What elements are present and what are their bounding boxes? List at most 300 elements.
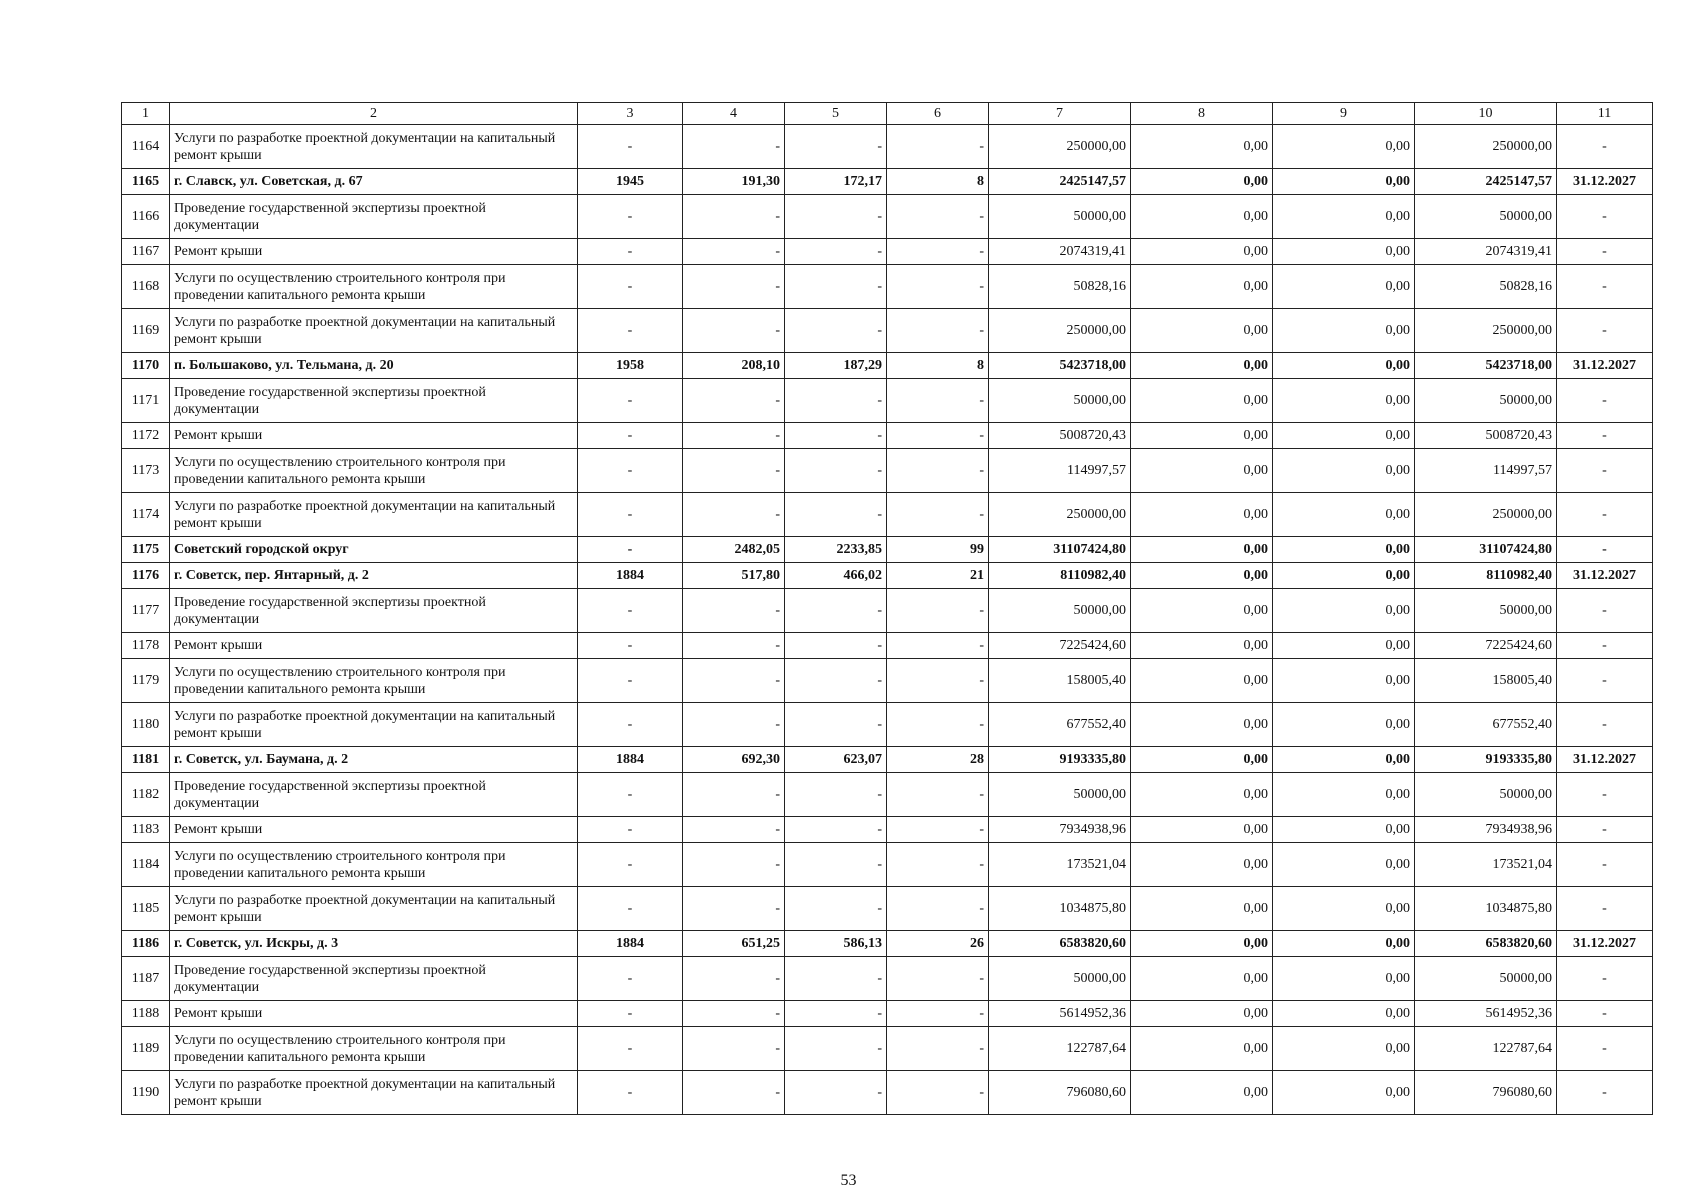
area-living-cell: - bbox=[785, 633, 887, 659]
cost-owners-cell: 173521,04 bbox=[1415, 843, 1557, 887]
header-cell: 6 bbox=[887, 103, 989, 125]
header-cell: 10 bbox=[1415, 103, 1557, 125]
year-cell: - bbox=[578, 589, 683, 633]
work-row bbox=[122, 265, 1653, 309]
cost-budget-cell: 0,00 bbox=[1273, 1027, 1415, 1071]
year-cell: - bbox=[578, 537, 683, 563]
area-living-cell: 586,13 bbox=[785, 931, 887, 957]
year-cell: - bbox=[578, 265, 683, 309]
row-number-cell: 1178 bbox=[122, 633, 170, 659]
area-living-cell: 466,02 bbox=[785, 563, 887, 589]
area-total-cell: 191,30 bbox=[683, 169, 785, 195]
residents-cell: - bbox=[887, 589, 989, 633]
work-name-cell: г. Советск, ул. Искры, д. 3 bbox=[170, 931, 578, 957]
row-number-cell: 1174 bbox=[122, 493, 170, 537]
area-total-cell: - bbox=[683, 633, 785, 659]
cost-owners-cell: 50000,00 bbox=[1415, 773, 1557, 817]
year-cell: - bbox=[578, 1071, 683, 1115]
area-living-cell: - bbox=[785, 773, 887, 817]
area-total-cell: 692,30 bbox=[683, 747, 785, 773]
header-cell: 3 bbox=[578, 103, 683, 125]
residents-cell: - bbox=[887, 633, 989, 659]
area-total-cell: - bbox=[683, 817, 785, 843]
cost-total-cell: 5614952,36 bbox=[989, 1001, 1131, 1027]
work-row bbox=[122, 423, 1653, 449]
cost-total-cell: 50000,00 bbox=[989, 957, 1131, 1001]
cost-total-cell: 50000,00 bbox=[989, 589, 1131, 633]
header-cell: 1 bbox=[122, 103, 170, 125]
area-living-cell: - bbox=[785, 379, 887, 423]
area-living-cell: - bbox=[785, 703, 887, 747]
cost-fund-cell: 0,00 bbox=[1131, 493, 1273, 537]
deadline-cell: 31.12.2027 bbox=[1557, 563, 1653, 589]
deadline-cell: - bbox=[1557, 589, 1653, 633]
cost-total-cell: 5008720,43 bbox=[989, 423, 1131, 449]
work-row bbox=[122, 773, 1653, 817]
residents-cell: - bbox=[887, 423, 989, 449]
deadline-cell: - bbox=[1557, 703, 1653, 747]
row-number-cell: 1177 bbox=[122, 589, 170, 633]
deadline-cell: 31.12.2027 bbox=[1557, 169, 1653, 195]
page-number: 53 bbox=[840, 1172, 857, 1189]
cost-fund-cell: 0,00 bbox=[1131, 1027, 1273, 1071]
cost-fund-cell: 0,00 bbox=[1131, 589, 1273, 633]
cost-budget-cell: 0,00 bbox=[1273, 239, 1415, 265]
cost-total-cell: 677552,40 bbox=[989, 703, 1131, 747]
area-living-cell: - bbox=[785, 817, 887, 843]
work-row bbox=[122, 633, 1653, 659]
cost-total-cell: 50000,00 bbox=[989, 379, 1131, 423]
cost-fund-cell: 0,00 bbox=[1131, 379, 1273, 423]
cost-total-cell: 2074319,41 bbox=[989, 239, 1131, 265]
cost-budget-cell: 0,00 bbox=[1273, 265, 1415, 309]
cost-budget-cell: 0,00 bbox=[1273, 169, 1415, 195]
area-total-cell: - bbox=[683, 423, 785, 449]
area-living-cell: - bbox=[785, 125, 887, 169]
works-table bbox=[121, 102, 1653, 1115]
residents-cell: - bbox=[887, 703, 989, 747]
address-row bbox=[122, 537, 1653, 563]
cost-budget-cell: 0,00 bbox=[1273, 423, 1415, 449]
cost-fund-cell: 0,00 bbox=[1131, 265, 1273, 309]
area-total-cell: 208,10 bbox=[683, 353, 785, 379]
area-total-cell: - bbox=[683, 843, 785, 887]
cost-budget-cell: 0,00 bbox=[1273, 659, 1415, 703]
deadline-cell: - bbox=[1557, 195, 1653, 239]
area-total-cell: - bbox=[683, 449, 785, 493]
row-number-cell: 1175 bbox=[122, 537, 170, 563]
cost-budget-cell: 0,00 bbox=[1273, 957, 1415, 1001]
work-row bbox=[122, 239, 1653, 265]
residents-cell: 8 bbox=[887, 353, 989, 379]
cost-budget-cell: 0,00 bbox=[1273, 747, 1415, 773]
area-total-cell: - bbox=[683, 589, 785, 633]
cost-owners-cell: 50000,00 bbox=[1415, 957, 1557, 1001]
cost-total-cell: 5423718,00 bbox=[989, 353, 1131, 379]
cost-fund-cell: 0,00 bbox=[1131, 125, 1273, 169]
cost-owners-cell: 677552,40 bbox=[1415, 703, 1557, 747]
year-cell: 1884 bbox=[578, 747, 683, 773]
residents-cell: 21 bbox=[887, 563, 989, 589]
area-living-cell: - bbox=[785, 265, 887, 309]
cost-budget-cell: 0,00 bbox=[1273, 1071, 1415, 1115]
cost-fund-cell: 0,00 bbox=[1131, 957, 1273, 1001]
deadline-cell: - bbox=[1557, 125, 1653, 169]
residents-cell: - bbox=[887, 379, 989, 423]
cost-fund-cell: 0,00 bbox=[1131, 817, 1273, 843]
deadline-cell: - bbox=[1557, 493, 1653, 537]
deadline-cell: - bbox=[1557, 659, 1653, 703]
cost-total-cell: 114997,57 bbox=[989, 449, 1131, 493]
residents-cell: - bbox=[887, 1071, 989, 1115]
cost-budget-cell: 0,00 bbox=[1273, 931, 1415, 957]
work-name-cell: Ремонт крыши bbox=[170, 817, 578, 843]
year-cell: - bbox=[578, 703, 683, 747]
area-living-cell: 187,29 bbox=[785, 353, 887, 379]
cost-budget-cell: 0,00 bbox=[1273, 563, 1415, 589]
cost-owners-cell: 50828,16 bbox=[1415, 265, 1557, 309]
row-number-cell: 1186 bbox=[122, 931, 170, 957]
work-name-cell: Услуги по осуществлению строительного контроля при проведении капитального ремонта крыши bbox=[170, 449, 578, 493]
cost-owners-cell: 1034875,80 bbox=[1415, 887, 1557, 931]
row-number-cell: 1173 bbox=[122, 449, 170, 493]
area-total-cell: - bbox=[683, 265, 785, 309]
cost-owners-cell: 5008720,43 bbox=[1415, 423, 1557, 449]
residents-cell: - bbox=[887, 817, 989, 843]
row-number-cell: 1167 bbox=[122, 239, 170, 265]
row-number-cell: 1168 bbox=[122, 265, 170, 309]
area-living-cell: 623,07 bbox=[785, 747, 887, 773]
residents-cell: - bbox=[887, 1027, 989, 1071]
cost-owners-cell: 2074319,41 bbox=[1415, 239, 1557, 265]
row-number-cell: 1190 bbox=[122, 1071, 170, 1115]
year-cell: 1958 bbox=[578, 353, 683, 379]
cost-budget-cell: 0,00 bbox=[1273, 589, 1415, 633]
cost-owners-cell: 122787,64 bbox=[1415, 1027, 1557, 1071]
deadline-cell: - bbox=[1557, 843, 1653, 887]
cost-fund-cell: 0,00 bbox=[1131, 309, 1273, 353]
work-row bbox=[122, 703, 1653, 747]
cost-owners-cell: 50000,00 bbox=[1415, 195, 1557, 239]
area-living-cell: 2233,85 bbox=[785, 537, 887, 563]
work-name-cell: Проведение государственной экспертизы проектной документации bbox=[170, 589, 578, 633]
area-total-cell: - bbox=[683, 1027, 785, 1071]
work-name-cell: Советский городской округ bbox=[170, 537, 578, 563]
cost-budget-cell: 0,00 bbox=[1273, 843, 1415, 887]
year-cell: - bbox=[578, 1001, 683, 1027]
work-name-cell: Услуги по разработке проектной документации на капитальный ремонт крыши bbox=[170, 493, 578, 537]
cost-fund-cell: 0,00 bbox=[1131, 887, 1273, 931]
year-cell: - bbox=[578, 423, 683, 449]
residents-cell: - bbox=[887, 887, 989, 931]
deadline-cell: 31.12.2027 bbox=[1557, 747, 1653, 773]
deadline-cell: - bbox=[1557, 379, 1653, 423]
work-name-cell: г. Советск, пер. Янтарный, д. 2 bbox=[170, 563, 578, 589]
deadline-cell: - bbox=[1557, 1027, 1653, 1071]
table-body bbox=[122, 125, 1653, 1115]
residents-cell: 26 bbox=[887, 931, 989, 957]
cost-fund-cell: 0,00 bbox=[1131, 195, 1273, 239]
area-total-cell: - bbox=[683, 887, 785, 931]
deadline-cell: 31.12.2027 bbox=[1557, 353, 1653, 379]
deadline-cell: - bbox=[1557, 239, 1653, 265]
cost-budget-cell: 0,00 bbox=[1273, 195, 1415, 239]
row-number-cell: 1169 bbox=[122, 309, 170, 353]
row-number-cell: 1179 bbox=[122, 659, 170, 703]
cost-fund-cell: 0,00 bbox=[1131, 633, 1273, 659]
residents-cell: - bbox=[887, 125, 989, 169]
year-cell: - bbox=[578, 239, 683, 265]
deadline-cell: 31.12.2027 bbox=[1557, 931, 1653, 957]
area-total-cell: - bbox=[683, 1071, 785, 1115]
area-total-cell: - bbox=[683, 773, 785, 817]
work-name-cell: г. Славск, ул. Советская, д. 67 bbox=[170, 169, 578, 195]
cost-owners-cell: 50000,00 bbox=[1415, 379, 1557, 423]
residents-cell: 99 bbox=[887, 537, 989, 563]
deadline-cell: - bbox=[1557, 957, 1653, 1001]
deadline-cell: - bbox=[1557, 537, 1653, 563]
work-name-cell: Ремонт крыши bbox=[170, 633, 578, 659]
work-name-cell: Услуги по разработке проектной документации на капитальный ремонт крыши bbox=[170, 1071, 578, 1115]
cost-budget-cell: 0,00 bbox=[1273, 125, 1415, 169]
residents-cell: - bbox=[887, 195, 989, 239]
work-name-cell: Ремонт крыши bbox=[170, 239, 578, 265]
row-number-cell: 1184 bbox=[122, 843, 170, 887]
year-cell: - bbox=[578, 195, 683, 239]
area-living-cell: - bbox=[785, 309, 887, 353]
area-living-cell: - bbox=[785, 239, 887, 265]
row-number-cell: 1187 bbox=[122, 957, 170, 1001]
cost-fund-cell: 0,00 bbox=[1131, 537, 1273, 563]
work-name-cell: Услуги по разработке проектной документации на капитальный ремонт крыши bbox=[170, 703, 578, 747]
header-cell: 9 bbox=[1273, 103, 1415, 125]
row-number-cell: 1176 bbox=[122, 563, 170, 589]
residents-cell: - bbox=[887, 957, 989, 1001]
row-number-cell: 1172 bbox=[122, 423, 170, 449]
work-row bbox=[122, 1001, 1653, 1027]
row-number-cell: 1188 bbox=[122, 1001, 170, 1027]
deadline-cell: - bbox=[1557, 265, 1653, 309]
cost-total-cell: 8110982,40 bbox=[989, 563, 1131, 589]
cost-owners-cell: 5423718,00 bbox=[1415, 353, 1557, 379]
cost-budget-cell: 0,00 bbox=[1273, 537, 1415, 563]
area-total-cell: - bbox=[683, 195, 785, 239]
cost-owners-cell: 250000,00 bbox=[1415, 309, 1557, 353]
cost-budget-cell: 0,00 bbox=[1273, 353, 1415, 379]
work-row bbox=[122, 309, 1653, 353]
cost-owners-cell: 7934938,96 bbox=[1415, 817, 1557, 843]
cost-fund-cell: 0,00 bbox=[1131, 449, 1273, 493]
work-row bbox=[122, 887, 1653, 931]
year-cell: - bbox=[578, 493, 683, 537]
work-row bbox=[122, 195, 1653, 239]
row-number-cell: 1181 bbox=[122, 747, 170, 773]
area-living-cell: - bbox=[785, 195, 887, 239]
cost-total-cell: 2425147,57 bbox=[989, 169, 1131, 195]
cost-owners-cell: 6583820,60 bbox=[1415, 931, 1557, 957]
cost-owners-cell: 5614952,36 bbox=[1415, 1001, 1557, 1027]
work-row bbox=[122, 659, 1653, 703]
deadline-cell: - bbox=[1557, 1071, 1653, 1115]
cost-budget-cell: 0,00 bbox=[1273, 309, 1415, 353]
cost-owners-cell: 158005,40 bbox=[1415, 659, 1557, 703]
cost-fund-cell: 0,00 bbox=[1131, 703, 1273, 747]
area-living-cell: - bbox=[785, 887, 887, 931]
year-cell: - bbox=[578, 887, 683, 931]
row-number-cell: 1183 bbox=[122, 817, 170, 843]
area-total-cell: - bbox=[683, 703, 785, 747]
cost-total-cell: 7934938,96 bbox=[989, 817, 1131, 843]
work-row bbox=[122, 493, 1653, 537]
cost-fund-cell: 0,00 bbox=[1131, 169, 1273, 195]
area-total-cell: - bbox=[683, 379, 785, 423]
year-cell: - bbox=[578, 957, 683, 1001]
area-total-cell: 517,80 bbox=[683, 563, 785, 589]
address-row bbox=[122, 169, 1653, 195]
residents-cell: 8 bbox=[887, 169, 989, 195]
cost-total-cell: 250000,00 bbox=[989, 493, 1131, 537]
address-row bbox=[122, 747, 1653, 773]
deadline-cell: - bbox=[1557, 1001, 1653, 1027]
header-cell: 7 bbox=[989, 103, 1131, 125]
year-cell: - bbox=[578, 379, 683, 423]
header-cell: 11 bbox=[1557, 103, 1653, 125]
year-cell: - bbox=[578, 449, 683, 493]
residents-cell: 28 bbox=[887, 747, 989, 773]
cost-total-cell: 158005,40 bbox=[989, 659, 1131, 703]
address-row bbox=[122, 353, 1653, 379]
cost-budget-cell: 0,00 bbox=[1273, 887, 1415, 931]
row-number-cell: 1171 bbox=[122, 379, 170, 423]
residents-cell: - bbox=[887, 773, 989, 817]
residents-cell: - bbox=[887, 265, 989, 309]
deadline-cell: - bbox=[1557, 773, 1653, 817]
work-name-cell: Проведение государственной экспертизы проектной документации bbox=[170, 773, 578, 817]
year-cell: - bbox=[578, 817, 683, 843]
work-row bbox=[122, 1071, 1653, 1115]
cost-owners-cell: 50000,00 bbox=[1415, 589, 1557, 633]
header-cell: 2 bbox=[170, 103, 578, 125]
work-name-cell: Услуги по осуществлению строительного контроля при проведении капитального ремонта крыши bbox=[170, 1027, 578, 1071]
work-row bbox=[122, 449, 1653, 493]
residents-cell: - bbox=[887, 309, 989, 353]
area-total-cell: - bbox=[683, 1001, 785, 1027]
cost-total-cell: 6583820,60 bbox=[989, 931, 1131, 957]
cost-owners-cell: 250000,00 bbox=[1415, 493, 1557, 537]
work-row bbox=[122, 843, 1653, 887]
area-living-cell: - bbox=[785, 957, 887, 1001]
cost-owners-cell: 9193335,80 bbox=[1415, 747, 1557, 773]
cost-total-cell: 1034875,80 bbox=[989, 887, 1131, 931]
area-total-cell: - bbox=[683, 659, 785, 703]
year-cell: - bbox=[578, 843, 683, 887]
cost-total-cell: 796080,60 bbox=[989, 1071, 1131, 1115]
area-living-cell: 172,17 bbox=[785, 169, 887, 195]
work-name-cell: Услуги по осуществлению строительного контроля при проведении капитального ремонта крыши bbox=[170, 659, 578, 703]
row-number-cell: 1170 bbox=[122, 353, 170, 379]
work-name-cell: Проведение государственной экспертизы проектной документации bbox=[170, 957, 578, 1001]
address-row bbox=[122, 931, 1653, 957]
area-living-cell: - bbox=[785, 449, 887, 493]
area-total-cell: 651,25 bbox=[683, 931, 785, 957]
area-living-cell: - bbox=[785, 843, 887, 887]
cost-owners-cell: 8110982,40 bbox=[1415, 563, 1557, 589]
residents-cell: - bbox=[887, 493, 989, 537]
header-cell: 8 bbox=[1131, 103, 1273, 125]
deadline-cell: - bbox=[1557, 309, 1653, 353]
work-name-cell: Услуги по разработке проектной документации на капитальный ремонт крыши bbox=[170, 125, 578, 169]
year-cell: 1945 bbox=[578, 169, 683, 195]
cost-owners-cell: 114997,57 bbox=[1415, 449, 1557, 493]
cost-fund-cell: 0,00 bbox=[1131, 1071, 1273, 1115]
work-name-cell: Проведение государственной экспертизы проектной документации bbox=[170, 379, 578, 423]
cost-budget-cell: 0,00 bbox=[1273, 449, 1415, 493]
cost-total-cell: 50000,00 bbox=[989, 773, 1131, 817]
row-number-cell: 1189 bbox=[122, 1027, 170, 1071]
work-row bbox=[122, 957, 1653, 1001]
cost-fund-cell: 0,00 bbox=[1131, 239, 1273, 265]
cost-total-cell: 250000,00 bbox=[989, 125, 1131, 169]
header-cell: 5 bbox=[785, 103, 887, 125]
cost-total-cell: 122787,64 bbox=[989, 1027, 1131, 1071]
header-row bbox=[122, 103, 1653, 125]
cost-total-cell: 31107424,80 bbox=[989, 537, 1131, 563]
work-name-cell: п. Большаково, ул. Тельмана, д. 20 bbox=[170, 353, 578, 379]
row-number-cell: 1180 bbox=[122, 703, 170, 747]
work-name-cell: Услуги по разработке проектной документации на капитальный ремонт крыши bbox=[170, 887, 578, 931]
cost-owners-cell: 2425147,57 bbox=[1415, 169, 1557, 195]
residents-cell: - bbox=[887, 659, 989, 703]
work-name-cell: Услуги по разработке проектной документации на капитальный ремонт крыши bbox=[170, 309, 578, 353]
row-number-cell: 1182 bbox=[122, 773, 170, 817]
row-number-cell: 1185 bbox=[122, 887, 170, 931]
cost-owners-cell: 250000,00 bbox=[1415, 125, 1557, 169]
area-total-cell: - bbox=[683, 125, 785, 169]
cost-owners-cell: 796080,60 bbox=[1415, 1071, 1557, 1115]
row-number-cell: 1166 bbox=[122, 195, 170, 239]
work-row bbox=[122, 379, 1653, 423]
cost-budget-cell: 0,00 bbox=[1273, 633, 1415, 659]
deadline-cell: - bbox=[1557, 633, 1653, 659]
work-name-cell: Ремонт крыши bbox=[170, 423, 578, 449]
cost-fund-cell: 0,00 bbox=[1131, 1001, 1273, 1027]
area-living-cell: - bbox=[785, 423, 887, 449]
work-row bbox=[122, 589, 1653, 633]
area-total-cell: - bbox=[683, 309, 785, 353]
header-cell: 4 bbox=[683, 103, 785, 125]
area-total-cell: - bbox=[683, 493, 785, 537]
year-cell: - bbox=[578, 659, 683, 703]
area-living-cell: - bbox=[785, 493, 887, 537]
year-cell: 1884 bbox=[578, 931, 683, 957]
area-living-cell: - bbox=[785, 589, 887, 633]
cost-total-cell: 50828,16 bbox=[989, 265, 1131, 309]
work-row bbox=[122, 817, 1653, 843]
year-cell: - bbox=[578, 309, 683, 353]
cost-fund-cell: 0,00 bbox=[1131, 843, 1273, 887]
cost-budget-cell: 0,00 bbox=[1273, 493, 1415, 537]
area-total-cell: 2482,05 bbox=[683, 537, 785, 563]
year-cell: - bbox=[578, 633, 683, 659]
cost-owners-cell: 31107424,80 bbox=[1415, 537, 1557, 563]
year-cell: - bbox=[578, 1027, 683, 1071]
cost-budget-cell: 0,00 bbox=[1273, 379, 1415, 423]
residents-cell: - bbox=[887, 449, 989, 493]
cost-total-cell: 9193335,80 bbox=[989, 747, 1131, 773]
deadline-cell: - bbox=[1557, 449, 1653, 493]
cost-fund-cell: 0,00 bbox=[1131, 423, 1273, 449]
address-row bbox=[122, 563, 1653, 589]
